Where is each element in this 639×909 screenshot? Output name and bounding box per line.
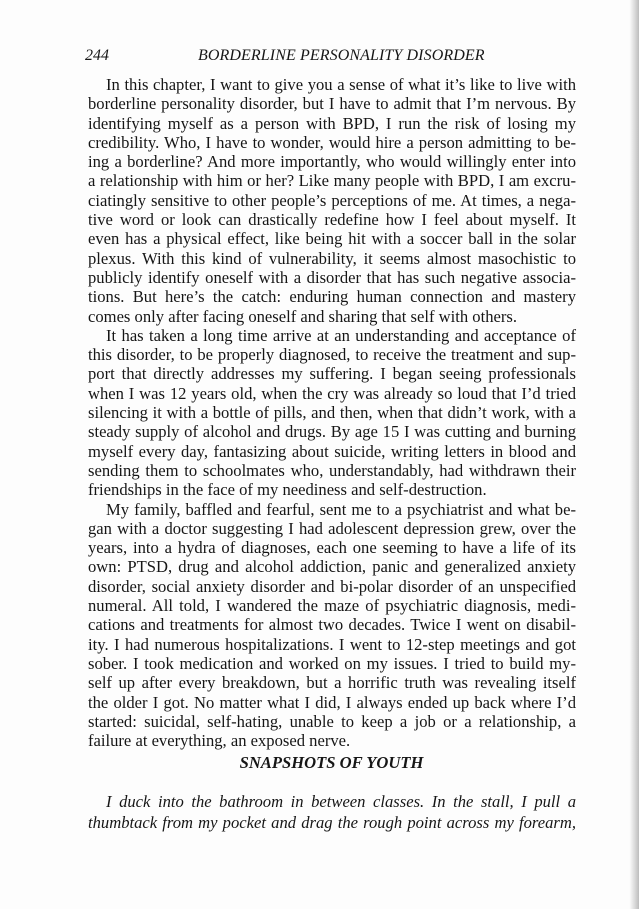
text-line: It has taken a long time arrive at an understanding and acceptance of [106, 325, 576, 345]
text-line: cations and treatments for almost two decades. Twice I went on disabil- [88, 615, 576, 635]
text-line: disorder, social anxiety disorder and bi-polar disorder of an unspecified [88, 576, 576, 596]
text-line: sending them to schoolmates who, understandably, had withdrawn their [88, 460, 576, 480]
body-text [88, 75, 576, 750]
text-line: myself every day, fantasizing about suicide, writing letters in blood and [88, 441, 576, 461]
text-line: plexus. With this kind of vulnerability, it seems almost masochistic to [88, 248, 576, 268]
text-line: ciatingly sensitive to other people’s perceptions of me. At times, a nega- [88, 190, 576, 210]
text-line: tive word or look can drastically redefine how I feel about myself. It [88, 210, 576, 230]
section-heading: SNAPSHOTS OF YOUTH [239, 753, 424, 772]
text-line: credibility. Who, I have to wonder, would hire a person admitting to be- [88, 132, 576, 152]
text-line: when I was 12 years old, when the cry was already so loud that I’d tried [88, 383, 576, 403]
text-line: steady supply of alcohol and drugs. By age 15 I was cutting and burning [88, 422, 576, 442]
text-line: ity. I had numerous hospitalizations. I went to 12-step meetings and got [88, 634, 576, 654]
text-line: failure at everything, an exposed nerve. [88, 731, 351, 751]
text-line: gan with a doctor suggesting I had adolescent depression grew, over the [88, 518, 576, 538]
text-line: identifying myself as a person with BPD, I run the risk of losing my [88, 113, 576, 133]
text-line: silencing it with a bottle of pills, and then, when that didn’t work, with a [88, 403, 576, 423]
excerpt-text [88, 791, 576, 833]
text-line: self up after every breakdown, but a horrific truth was revealing itself [88, 673, 576, 693]
text-line: In this chapter, I want to give you a sense of what it’s like to live with [106, 75, 576, 94]
text-line: own: PTSD, drug and alcohol addiction, panic and generalized anxiety [88, 557, 576, 577]
text-line: friendships in the face of my neediness and self-destruction. [88, 480, 487, 500]
text-line: the older I got. No matter what I did, I always ended up back where I’d [88, 692, 576, 712]
text-line: numeral. All told, I wandered the maze of psychiatric diagnosis, medi- [88, 596, 576, 616]
text-line: port that directly addresses my suffering. I began seeing professionals [88, 364, 576, 384]
text-line: tions. But here’s the catch: enduring human connection and mastery [88, 287, 576, 307]
text-line: a relationship with him or her? Like many people with BPD, I am excru- [88, 171, 576, 191]
text-line: thumbtack from my pocket and drag the rough point across my forearm, [88, 813, 576, 832]
running-title: BORDERLINE PERSONALITY DISORDER [198, 47, 485, 64]
text-line: borderline personality disorder, but I have to admit that I’m nervous. By [88, 94, 576, 114]
page-number: 244 [85, 47, 109, 64]
text-line: started: suicidal, self-hating, unable to keep a job or a relationship, a [88, 711, 576, 731]
text-line: even has a physical effect, like being hit with a soccer ball in the solar [88, 229, 576, 249]
text-line: I duck into the bathroom in between classes. In the stall, I pull a [106, 792, 576, 811]
text-line: sober. I took medication and worked on my issues. I tried to build my- [88, 653, 576, 673]
text-line: ing a borderline? And more importantly, who would willingly enter into [88, 152, 576, 172]
text-line: this disorder, to be properly diagnosed, to receive the treatment and sup- [88, 345, 576, 365]
text-line: My family, baffled and fearful, sent me to a psychiatrist and what be- [106, 499, 576, 519]
text-line: years, into a hydra of diagnoses, each one seeming to have a life of its [88, 538, 576, 558]
text-line: publicly identify oneself with a disorder that has such negative associa- [88, 267, 576, 287]
text-line: comes only after facing oneself and sharing that self with others. [88, 306, 517, 326]
